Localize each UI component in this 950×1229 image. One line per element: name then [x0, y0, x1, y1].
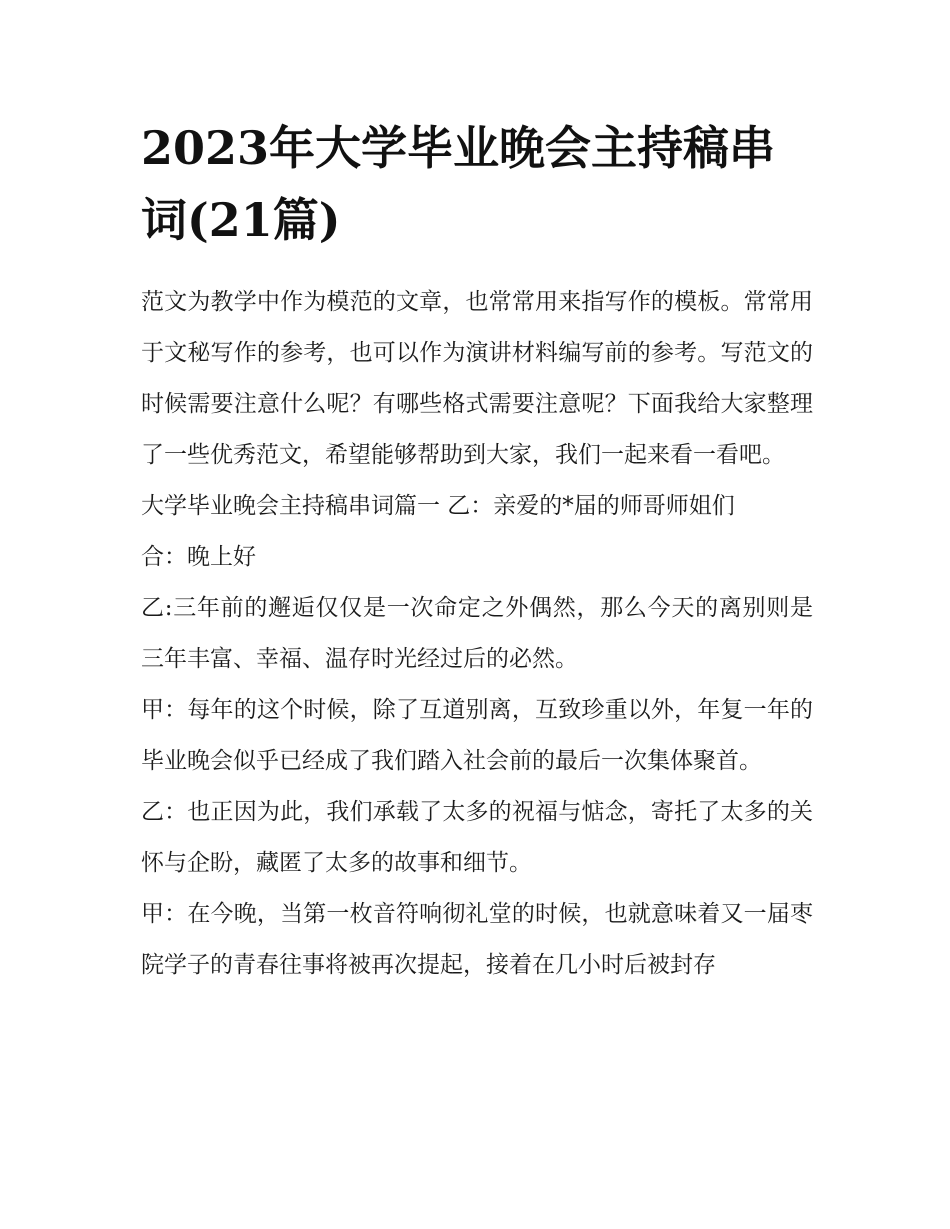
- intro-paragraph: 范文为教学中作为模范的文章，也常常用来指写作的模板。常常用于文秘写作的参考，也可以作为演讲材料编写前的参考。写范文的时候需要注意什么呢？有哪些格式需要注意呢？下面我给大家整理了一些优秀范文，希望能够帮助到大家，我们一起来看一看吧。: [141, 289, 813, 468]
- document-body: [141, 277, 813, 991]
- dialogue-line: 乙：也正因为此，我们承载了太多的祝福与惦念，寄托了太多的关怀与企盼，藏匿了太多的故事和细节。: [141, 799, 813, 876]
- document-title: 2023年大学毕业晚会主持稿串词(21篇): [141, 121, 776, 247]
- dialogue-line: 甲：每年的这个时候，除了互道别离，互致珍重以外，年复一年的毕业晚会似乎已经成了我们踏入社会前的最后一次集体聚首。: [141, 697, 813, 774]
- dialogue-line: 合：晚上好: [141, 544, 256, 570]
- document-content: [141, 112, 813, 991]
- dialogue-line: 甲：在今晚，当第一枚音符响彻礼堂的时候，也就意味着又一届枣院学子的青春往事将被再次提起，接着在几小时后被封存: [141, 901, 813, 978]
- section-heading-line: 大学毕业晚会主持稿串词篇一 乙：亲爱的*届的师哥师姐们: [141, 493, 735, 519]
- dialogue-line: 乙:三年前的邂逅仅仅是一次命定之外偶然，那么今天的离别则是三年丰富、幸福、温存时光经过后的必然。: [141, 595, 813, 672]
